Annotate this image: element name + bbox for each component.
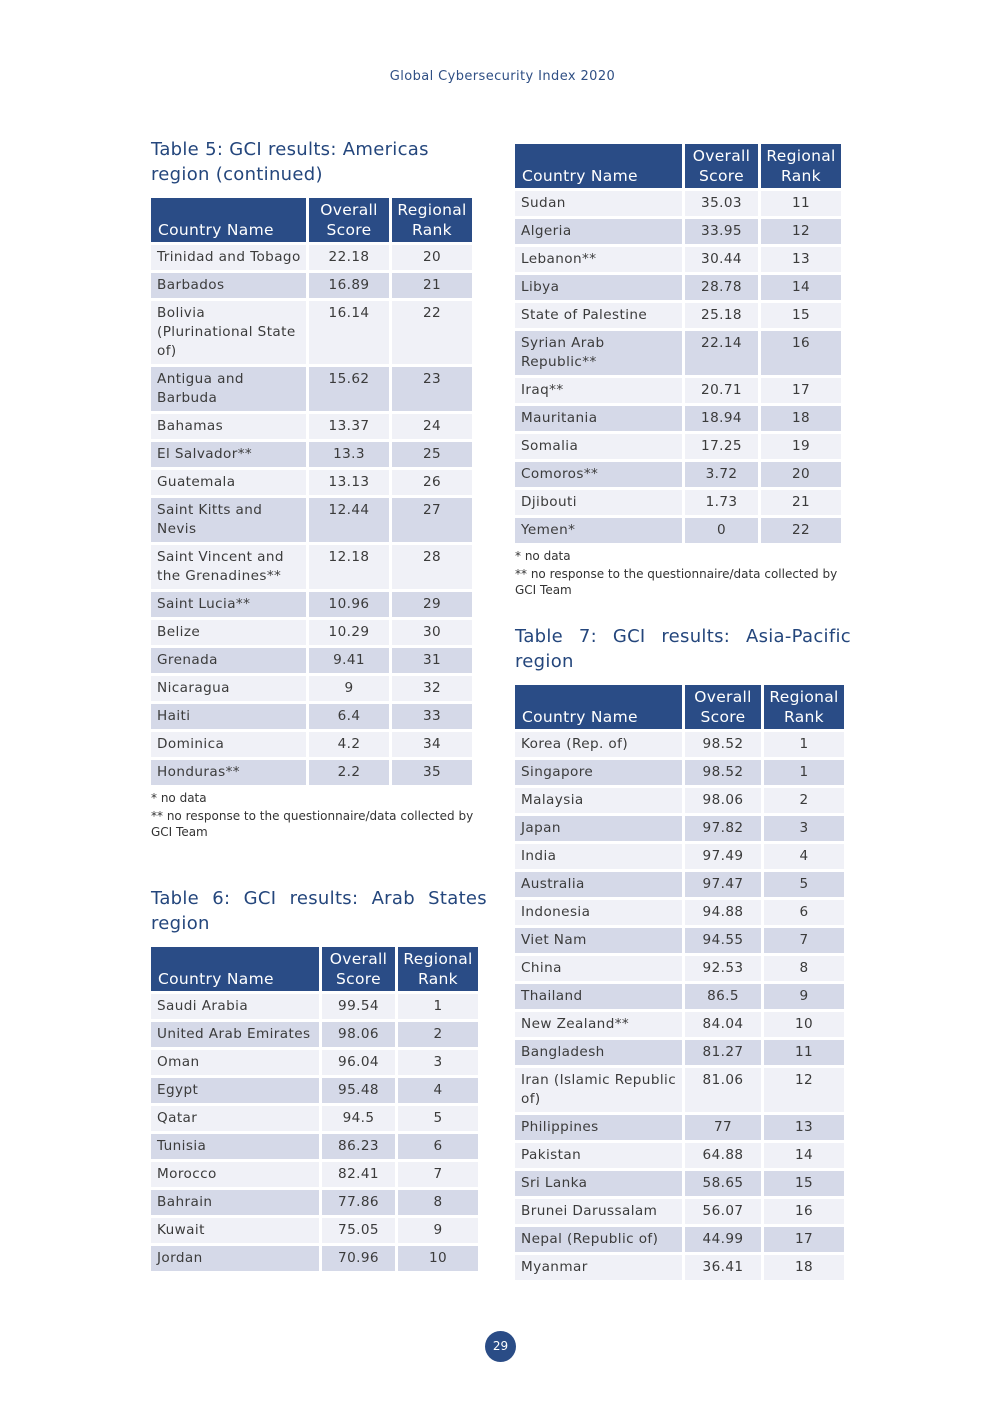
table-row: [515, 434, 841, 459]
overall-score-cell: 94.88: [685, 900, 761, 925]
table-row: [515, 1040, 844, 1065]
table6-block: [151, 886, 487, 1274]
overall-score-cell: 20.71: [685, 378, 758, 403]
country-name-cell: Barbados: [151, 273, 306, 298]
regional-rank-cell: 24: [392, 414, 472, 439]
country-name-cell: Somalia: [515, 434, 682, 459]
overall-score-cell: 13.37: [309, 414, 389, 439]
table-row: [515, 900, 844, 925]
column-header-rank: Regional Rank: [761, 144, 841, 188]
table-row: [515, 219, 841, 244]
table-row: [151, 545, 472, 589]
country-name-cell: New Zealand**: [515, 1012, 682, 1037]
overall-score-cell: 9.41: [309, 648, 389, 673]
table6-cont-block: [515, 141, 851, 598]
country-name-cell: Malaysia: [515, 788, 682, 813]
regional-rank-cell: 9: [398, 1218, 478, 1243]
table-row: [515, 331, 841, 375]
overall-score-cell: 84.04: [685, 1012, 761, 1037]
country-name-cell: Sudan: [515, 191, 682, 216]
regional-rank-cell: 14: [764, 1143, 844, 1168]
country-name-cell: Nicaragua: [151, 676, 306, 701]
regional-rank-cell: 4: [764, 844, 844, 869]
table-row: [151, 1218, 478, 1243]
table-row: [151, 442, 472, 467]
country-name-cell: Korea (Rep. of): [515, 732, 682, 757]
country-name-cell: Brunei Darussalam: [515, 1199, 682, 1224]
table-row: [151, 1078, 478, 1103]
regional-rank-cell: 21: [392, 273, 472, 298]
footnote-no-data: * no data: [515, 549, 571, 563]
overall-score-cell: 86.5: [685, 984, 761, 1009]
country-name-cell: Sri Lanka: [515, 1171, 682, 1196]
country-name-cell: Singapore: [515, 760, 682, 785]
regional-rank-cell: 30: [392, 620, 472, 645]
country-name-cell: Australia: [515, 872, 682, 897]
overall-score-cell: 12.18: [309, 545, 389, 589]
country-name-cell: Dominica: [151, 732, 306, 757]
regional-rank-cell: 1: [764, 760, 844, 785]
regional-rank-cell: 18: [764, 1255, 844, 1280]
overall-score-cell: 81.06: [685, 1068, 761, 1112]
table-row: [151, 676, 472, 701]
regional-rank-cell: 11: [761, 191, 841, 216]
overall-score-cell: 18.94: [685, 406, 758, 431]
country-name-cell: El Salvador**: [151, 442, 306, 467]
table5: [148, 195, 475, 788]
column-header-country: Country Name: [151, 947, 319, 991]
overall-score-cell: 58.65: [685, 1171, 761, 1196]
regional-rank-cell: 11: [764, 1040, 844, 1065]
country-name-cell: Jordan: [151, 1246, 319, 1271]
overall-score-cell: 2.2: [309, 760, 389, 785]
column-header-score: Overall Score: [309, 198, 389, 242]
regional-rank-cell: 8: [764, 956, 844, 981]
overall-score-cell: 17.25: [685, 434, 758, 459]
table-row: [515, 303, 841, 328]
column-header-rank: Regional Rank: [392, 198, 472, 242]
table-row: [151, 245, 472, 270]
regional-rank-cell: 8: [398, 1190, 478, 1215]
country-name-cell: Nepal (Republic of): [515, 1227, 682, 1252]
country-name-cell: Myanmar: [515, 1255, 682, 1280]
overall-score-cell: 77: [685, 1115, 761, 1140]
country-name-cell: Lebanon**: [515, 247, 682, 272]
country-name-cell: Belize: [151, 620, 306, 645]
regional-rank-cell: 22: [392, 301, 472, 364]
regional-rank-cell: 17: [764, 1227, 844, 1252]
overall-score-cell: 22.14: [685, 331, 758, 375]
overall-score-cell: 81.27: [685, 1040, 761, 1065]
country-name-cell: Bahamas: [151, 414, 306, 439]
table-row: [151, 620, 472, 645]
table-row: [515, 247, 841, 272]
country-name-cell: Djibouti: [515, 490, 682, 515]
regional-rank-cell: 12: [761, 219, 841, 244]
overall-score-cell: 9: [309, 676, 389, 701]
table5-caption: Table 5: GCI results: Americas region (continued): [151, 139, 429, 185]
table-row: [515, 928, 844, 953]
column-header-country: Country Name: [515, 685, 682, 729]
country-name-cell: Saint Lucia**: [151, 592, 306, 617]
regional-rank-cell: 31: [392, 648, 472, 673]
regional-rank-cell: 28: [392, 545, 472, 589]
overall-score-cell: 3.72: [685, 462, 758, 487]
regional-rank-cell: 34: [392, 732, 472, 757]
country-name-cell: United Arab Emirates: [151, 1022, 319, 1047]
country-name-cell: Yemen*: [515, 518, 682, 543]
table-row: [151, 1162, 478, 1187]
table-row: [151, 367, 472, 411]
table-row: [515, 490, 841, 515]
regional-rank-cell: 16: [761, 331, 841, 375]
table7: [512, 682, 847, 1283]
table-row: [515, 1068, 844, 1112]
table-row: [151, 760, 472, 785]
overall-score-cell: 98.06: [322, 1022, 395, 1047]
column-header-score: Overall Score: [685, 685, 761, 729]
country-name-cell: Thailand: [515, 984, 682, 1009]
overall-score-cell: 98.06: [685, 788, 761, 813]
country-name-cell: Iran (Islamic Republic of): [515, 1068, 682, 1112]
regional-rank-cell: 4: [398, 1078, 478, 1103]
table6: [148, 944, 481, 1274]
table-row: [515, 844, 844, 869]
table-row: [515, 788, 844, 813]
regional-rank-cell: 29: [392, 592, 472, 617]
regional-rank-cell: 2: [398, 1022, 478, 1047]
column-header-rank: Regional Rank: [398, 947, 478, 991]
regional-rank-cell: 25: [392, 442, 472, 467]
footnote-no-response: ** no response to the questionnaire/data collected by GCI Team: [151, 809, 474, 839]
country-name-cell: Algeria: [515, 219, 682, 244]
regional-rank-cell: 13: [761, 247, 841, 272]
table-row: [515, 1227, 844, 1252]
table6-caption: Table 6: GCI results: Arab States region: [151, 888, 487, 934]
regional-rank-cell: 19: [761, 434, 841, 459]
country-name-cell: Tunisia: [151, 1134, 319, 1159]
country-name-cell: Viet Nam: [515, 928, 682, 953]
overall-score-cell: 97.49: [685, 844, 761, 869]
overall-score-cell: 44.99: [685, 1227, 761, 1252]
table-row: [515, 760, 844, 785]
country-name-cell: Honduras**: [151, 760, 306, 785]
country-name-cell: Morocco: [151, 1162, 319, 1187]
table-row: [515, 1199, 844, 1224]
table-row: [515, 1115, 844, 1140]
table5-block: [151, 137, 487, 840]
overall-score-cell: 86.23: [322, 1134, 395, 1159]
regional-rank-cell: 20: [392, 245, 472, 270]
country-name-cell: Bahrain: [151, 1190, 319, 1215]
regional-rank-cell: 20: [761, 462, 841, 487]
overall-score-cell: 10.96: [309, 592, 389, 617]
regional-rank-cell: 32: [392, 676, 472, 701]
overall-score-cell: 12.44: [309, 498, 389, 542]
table-row: [151, 592, 472, 617]
table7-caption: Table 7: GCI results: Asia-Pacific region: [515, 626, 851, 672]
regional-rank-cell: 16: [764, 1199, 844, 1224]
country-name-cell: Pakistan: [515, 1143, 682, 1168]
country-name-cell: Libya: [515, 275, 682, 300]
overall-score-cell: 13.13: [309, 470, 389, 495]
table-row: [151, 470, 472, 495]
overall-score-cell: 1.73: [685, 490, 758, 515]
regional-rank-cell: 22: [761, 518, 841, 543]
country-name-cell: Syrian Arab Republic**: [515, 331, 682, 375]
footnote-no-response: ** no response to the questionnaire/data collected by GCI Team: [515, 567, 838, 597]
overall-score-cell: 35.03: [685, 191, 758, 216]
table6-continued: [512, 141, 844, 546]
overall-score-cell: 36.41: [685, 1255, 761, 1280]
regional-rank-cell: 2: [764, 788, 844, 813]
table7-block: [515, 624, 851, 1283]
table-row: [515, 518, 841, 543]
regional-rank-cell: 7: [764, 928, 844, 953]
table-row: [151, 1050, 478, 1075]
country-name-cell: Japan: [515, 816, 682, 841]
regional-rank-cell: 3: [398, 1050, 478, 1075]
overall-score-cell: 28.78: [685, 275, 758, 300]
regional-rank-cell: 5: [398, 1106, 478, 1131]
regional-rank-cell: 13: [764, 1115, 844, 1140]
overall-score-cell: 92.53: [685, 956, 761, 981]
overall-score-cell: 98.52: [685, 732, 761, 757]
overall-score-cell: 99.54: [322, 994, 395, 1019]
table-row: [151, 648, 472, 673]
overall-score-cell: 0: [685, 518, 758, 543]
column-header-score: Overall Score: [322, 947, 395, 991]
overall-score-cell: 22.18: [309, 245, 389, 270]
regional-rank-cell: 5: [764, 872, 844, 897]
table-row: [515, 984, 844, 1009]
overall-score-cell: 70.96: [322, 1246, 395, 1271]
table-row: [515, 1171, 844, 1196]
table-row: [515, 275, 841, 300]
table-row: [151, 414, 472, 439]
regional-rank-cell: 3: [764, 816, 844, 841]
regional-rank-cell: 21: [761, 490, 841, 515]
country-name-cell: Guatemala: [151, 470, 306, 495]
table-row: [515, 191, 841, 216]
table-row: [151, 498, 472, 542]
regional-rank-cell: 1: [764, 732, 844, 757]
country-name-cell: Saint Vincent and the Grenadines**: [151, 545, 306, 589]
overall-score-cell: 96.04: [322, 1050, 395, 1075]
table-row: [151, 994, 478, 1019]
column-header-country: Country Name: [515, 144, 682, 188]
overall-score-cell: 77.86: [322, 1190, 395, 1215]
overall-score-cell: 15.62: [309, 367, 389, 411]
table-row: [515, 462, 841, 487]
overall-score-cell: 6.4: [309, 704, 389, 729]
footnote-no-data: * no data: [151, 791, 207, 805]
table-row: [515, 1012, 844, 1037]
overall-score-cell: 97.47: [685, 872, 761, 897]
table-row: [151, 1134, 478, 1159]
country-name-cell: India: [515, 844, 682, 869]
table-row: [515, 406, 841, 431]
regional-rank-cell: 15: [761, 303, 841, 328]
regional-rank-cell: 23: [392, 367, 472, 411]
overall-score-cell: 82.41: [322, 1162, 395, 1187]
overall-score-cell: 33.95: [685, 219, 758, 244]
regional-rank-cell: 10: [398, 1246, 478, 1271]
overall-score-cell: 97.82: [685, 816, 761, 841]
column-header-country: Country Name: [151, 198, 306, 242]
country-name-cell: Indonesia: [515, 900, 682, 925]
regional-rank-cell: 33: [392, 704, 472, 729]
regional-rank-cell: 15: [764, 1171, 844, 1196]
table-row: [151, 273, 472, 298]
country-name-cell: Antigua and Barbuda: [151, 367, 306, 411]
overall-score-cell: 13.3: [309, 442, 389, 467]
overall-score-cell: 4.2: [309, 732, 389, 757]
regional-rank-cell: 6: [398, 1134, 478, 1159]
page-number: 29: [485, 1331, 516, 1362]
country-name-cell: Mauritania: [515, 406, 682, 431]
overall-score-cell: 64.88: [685, 1143, 761, 1168]
table-row: [515, 1143, 844, 1168]
country-name-cell: Grenada: [151, 648, 306, 673]
overall-score-cell: 30.44: [685, 247, 758, 272]
country-name-cell: Bangladesh: [515, 1040, 682, 1065]
regional-rank-cell: 27: [392, 498, 472, 542]
table-row: [515, 732, 844, 757]
country-name-cell: Qatar: [151, 1106, 319, 1131]
regional-rank-cell: 6: [764, 900, 844, 925]
table-row: [151, 1106, 478, 1131]
country-name-cell: Comoros**: [515, 462, 682, 487]
country-name-cell: Oman: [151, 1050, 319, 1075]
overall-score-cell: 10.29: [309, 620, 389, 645]
table-row: [515, 1255, 844, 1280]
overall-score-cell: 25.18: [685, 303, 758, 328]
running-header: Global Cybersecurity Index 2020: [389, 69, 616, 84]
country-name-cell: Iraq**: [515, 378, 682, 403]
country-name-cell: Egypt: [151, 1078, 319, 1103]
regional-rank-cell: 35: [392, 760, 472, 785]
country-name-cell: Haiti: [151, 704, 306, 729]
country-name-cell: Philippines: [515, 1115, 682, 1140]
table-row: [515, 378, 841, 403]
regional-rank-cell: 10: [764, 1012, 844, 1037]
table-row: [151, 1022, 478, 1047]
country-name-cell: Kuwait: [151, 1218, 319, 1243]
column-header-score: Overall Score: [685, 144, 758, 188]
country-name-cell: Trinidad and Tobago: [151, 245, 306, 270]
overall-score-cell: 16.14: [309, 301, 389, 364]
overall-score-cell: 94.5: [322, 1106, 395, 1131]
country-name-cell: Bolivia (Plurinational State of): [151, 301, 306, 364]
table-row: [515, 816, 844, 841]
overall-score-cell: 56.07: [685, 1199, 761, 1224]
table-row: [515, 956, 844, 981]
table-row: [151, 1246, 478, 1271]
overall-score-cell: 94.55: [685, 928, 761, 953]
overall-score-cell: 98.52: [685, 760, 761, 785]
regional-rank-cell: 9: [764, 984, 844, 1009]
overall-score-cell: 75.05: [322, 1218, 395, 1243]
regional-rank-cell: 7: [398, 1162, 478, 1187]
regional-rank-cell: 26: [392, 470, 472, 495]
regional-rank-cell: 17: [761, 378, 841, 403]
regional-rank-cell: 14: [761, 275, 841, 300]
country-name-cell: Saudi Arabia: [151, 994, 319, 1019]
country-name-cell: China: [515, 956, 682, 981]
table-row: [515, 872, 844, 897]
overall-score-cell: 16.89: [309, 273, 389, 298]
country-name-cell: Saint Kitts and Nevis: [151, 498, 306, 542]
regional-rank-cell: 1: [398, 994, 478, 1019]
country-name-cell: State of Palestine: [515, 303, 682, 328]
regional-rank-cell: 12: [764, 1068, 844, 1112]
regional-rank-cell: 18: [761, 406, 841, 431]
table-row: [151, 1190, 478, 1215]
table-row: [151, 704, 472, 729]
column-header-rank: Regional Rank: [764, 685, 844, 729]
overall-score-cell: 95.48: [322, 1078, 395, 1103]
table-row: [151, 301, 472, 364]
table-row: [151, 732, 472, 757]
